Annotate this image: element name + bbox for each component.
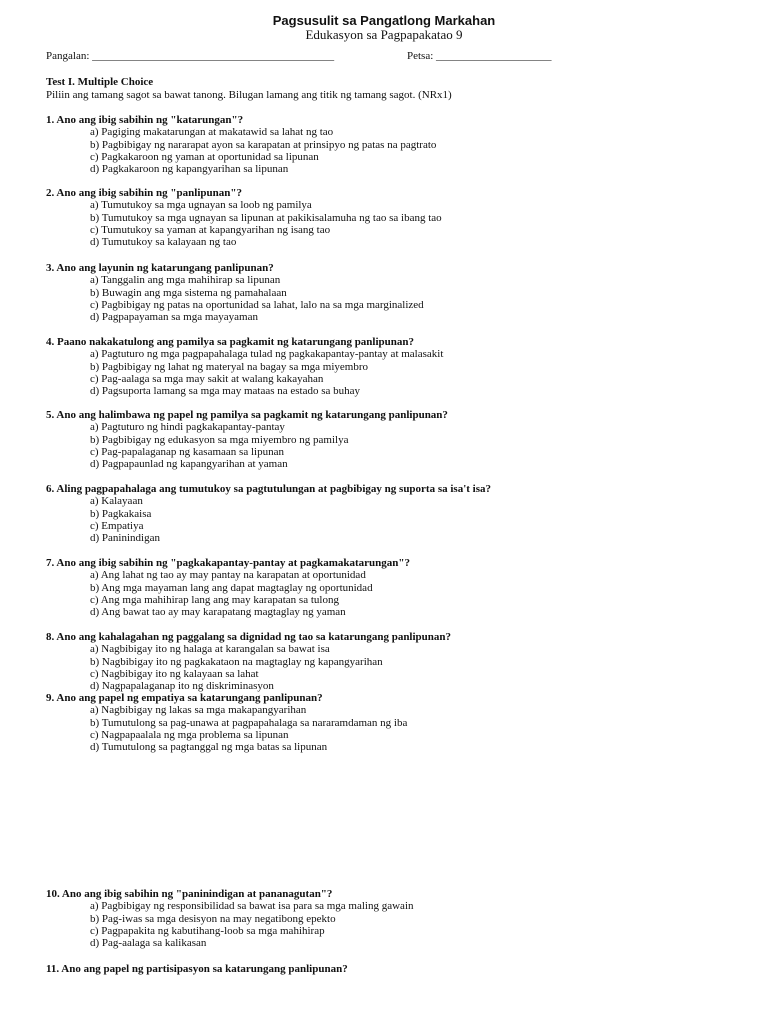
answer-option[interactable]: a) Nagbibigay ng lakas sa mga makapangyarihan [90,704,307,717]
question-text: 11. Ano ang papel ng partisipasyon sa katarungang panlipunan? [46,963,348,975]
answer-option[interactable]: b) Pag-iwas sa mga desisyon na may negatibong epekto [90,912,336,925]
question-text: 2. Ano ang ibig sabihin ng "panlipunan"? [46,187,242,199]
answer-option[interactable]: c) Empatiya [90,519,144,532]
answer-options [46,348,443,397]
answer-option[interactable]: d) Pagpapayaman sa mga mayayaman [90,311,258,324]
answer-option[interactable]: a) Nagbibigay ito ng halaga at karangalan sa bawat isa [90,643,330,656]
answer-options [46,495,491,544]
subject-subtitle: Edukasyon sa Pagpapakatao 9 [305,27,463,42]
answer-option[interactable]: d) Pagpapaunlad ng kapangyarihan at yaman [90,458,288,471]
question-block [46,888,414,949]
question-block [46,631,451,692]
answer-option[interactable]: b) Pagkakaisa [90,507,152,520]
answer-options [46,704,407,753]
answer-option[interactable]: a) Tanggalin ang mga mahihirap sa lipunan [90,274,281,287]
answer-option[interactable]: c) Pagbibigay ng patas na oportunidad sa lahat, lalo na sa mga marginalized [90,298,424,311]
question-block [46,114,436,175]
answer-option[interactable]: a) Kalayaan [90,495,143,508]
question-text: 5. Ano ang halimbawa ng papel ng pamilya sa pagkamit ng katarungang panlipunan? [46,409,448,421]
answer-option[interactable]: c) Pag-aalaga sa mga may sakit at walang kakayahan [90,372,324,385]
answer-option[interactable]: a) Pagtuturo ng mga pagpapahalaga tulad ng pagkakapantay-pantay at malasakit [90,348,444,361]
question-text: 7. Ano ang ibig sabihin ng "pagkakapantay-pantay at pagkamakatarungan"? [46,557,411,569]
name-field[interactable]: Pangalan: ____________________________________________ [46,50,335,62]
answer-options [46,643,451,692]
answer-options [46,126,436,175]
answer-option[interactable]: b) Pagbibigay ng lahat ng materyal na bagay sa mga miyembro [90,360,368,373]
question-text: 4. Paano nakakatulong ang pamilya sa pagkamit ng katarungang panlipunan? [46,336,415,348]
question-text: 9. Ano ang papel ng empatiya sa katarungang panlipunan? [46,692,323,704]
question-block [46,963,348,975]
answer-option[interactable]: b) Pagbibigay ng edukasyon sa mga miyembro ng pamilya [90,433,349,446]
answer-option[interactable]: d) Tumutulong sa pagtanggal ng mga batas sa lipunan [90,741,328,754]
question-block [46,692,407,753]
answer-option[interactable]: c) Tumutukoy sa yaman at kapangyarihan ng isang tao [90,223,331,236]
answer-option[interactable]: d) Nagpapalaganap ito ng diskriminasyon [90,680,274,693]
answer-options [46,274,424,323]
answer-option[interactable]: c) Nagpapaalala ng mga problema sa lipunan [90,728,289,741]
answer-option[interactable]: b) Buwagin ang mga sistema ng pamahalaan [90,286,287,299]
question-text: 10. Ano ang ibig sabihin ng "paninindigan at pananagutan"? [46,888,333,900]
answer-option[interactable]: d) Pag-aalaga sa kalikasan [90,937,207,950]
exam-title: Pagsusulit sa Pangatlong Markahan [272,13,496,28]
answer-option[interactable]: c) Pagkakaroon ng yaman at oportunidad sa lipunan [90,150,319,163]
answer-option[interactable]: b) Tumutulong sa pag-unawa at pagpapahalaga sa nararamdaman ng iba [90,716,408,729]
answer-options [46,421,448,470]
answer-option[interactable]: a) Pagtuturo ng hindi pagkakapantay-pantay [90,421,285,434]
answer-option[interactable]: b) Ang mga mayaman lang ang dapat magtaglay ng oportunidad [90,581,373,594]
date-field[interactable]: Petsa: _____________________ [407,50,552,62]
question-block [46,336,443,397]
answer-option[interactable]: d) Pagsuporta lamang sa mga may mataas na estado sa buhay [90,385,361,398]
answer-option[interactable]: d) Ang bawat tao ay may karapatang magtaglay ng yaman [90,606,346,619]
answer-option[interactable]: d) Paninindigan [90,532,160,545]
question-text: 8. Ano ang kahalagahan ng paggalang sa dignidad ng tao sa katarungang panlipunan? [46,631,452,643]
answer-option[interactable]: c) Pag-papalaganap ng kasamaan sa lipunan [90,445,284,458]
question-block [46,187,442,248]
answer-option[interactable]: b) Tumutukoy sa mga ugnayan sa lipunan at pakikisalamuha ng tao sa ibang tao [90,211,442,224]
question-block [46,262,424,323]
answer-option[interactable]: c) Pagpapakita ng kabutihang-loob sa mga mahihirap [90,924,325,937]
answer-option[interactable]: a) Tumutukoy sa mga ugnayan sa loob ng pamilya [90,199,312,212]
answer-option[interactable]: a) Ang lahat ng tao ay may pantay na karapatan at oportunidad [90,569,366,582]
answer-options [46,569,410,618]
question-text: 1. Ano ang ibig sabihin ng "katarungan"? [46,114,244,126]
answer-options [46,900,414,949]
answer-option[interactable]: c) Nagbibigay ito ng kalayaan sa lahat [90,667,259,680]
answer-option[interactable]: d) Tumutukoy sa kalayaan ng tao [90,236,237,249]
question-text: 6. Aling pagpapahalaga ang tumutukoy sa pagtutulungan at pagbibigay ng suporta sa isa't isa? [46,483,492,495]
answer-option[interactable]: b) Nagbibigay ito ng pagkakataon na magtaglay ng kapangyarihan [90,655,383,668]
question-block [46,483,491,544]
test-instructions: Piliin ang tamang sagot sa bawat tanong. Bilugan lamang ang titik ng tamang sagot. (NRx1) [46,89,452,101]
question-text: 3. Ano ang layunin ng katarungang panlipunan? [46,262,274,274]
question-block [46,409,448,470]
answer-option[interactable]: d) Pagkakaroon ng kapangyarihan sa lipunan [90,163,289,176]
answer-option[interactable]: a) Pagiging makatarungan at makatawid sa lahat ng tao [90,126,334,139]
answer-option[interactable]: c) Ang mga mahihirap lang ang may karapatan sa tulong [90,593,339,606]
test-heading: Test I. Multiple Choice [46,76,154,88]
answer-option[interactable]: b) Pagbibigay ng nararapat ayon sa karapatan at prinsipyo ng patas na pagtrato [90,138,437,151]
answer-options [46,199,442,248]
answer-option[interactable]: a) Pagbibigay ng responsibilidad sa bawat isa para sa mga maling gawain [90,900,414,913]
question-block [46,557,410,618]
